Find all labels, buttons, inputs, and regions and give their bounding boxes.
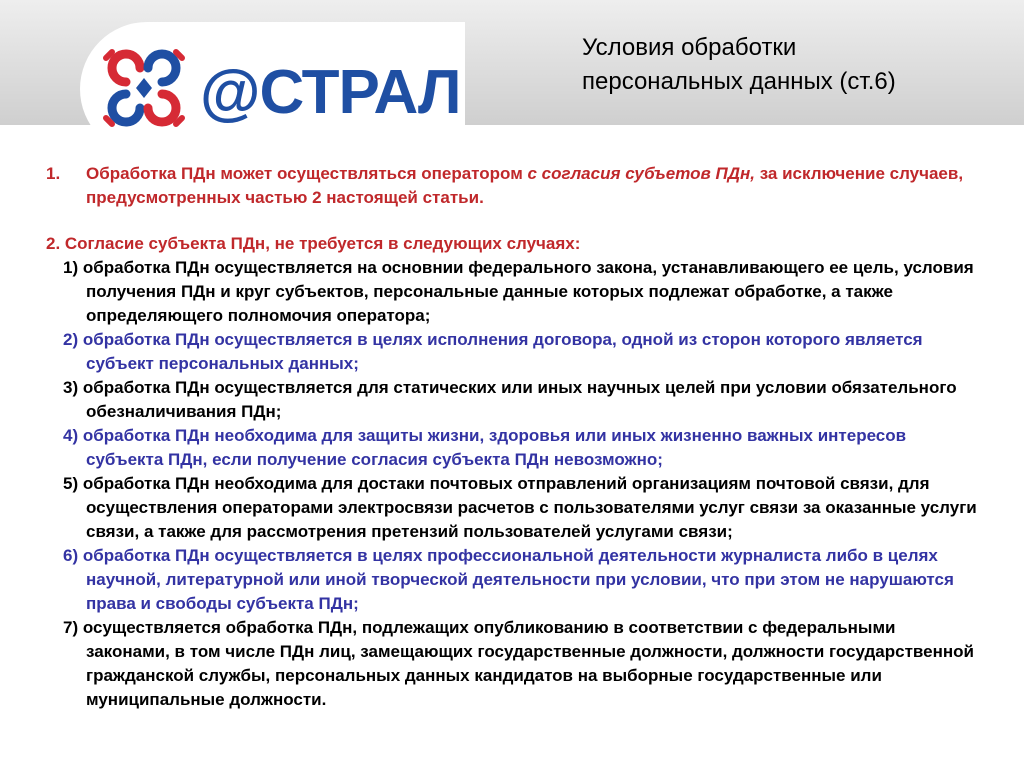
case-6: 6) обработка ПДн осуществляется в целях профессиональной деятельности журналиста либо в целях научной, литературной или иной творческой деятельности при условии, что при этом не нарушаются права и свободы субъекта ПДн; [63, 546, 954, 613]
case-5: 5) обработка ПДн необходима для достаки почтовых отправлений организациям почтовой связи, для осуществления операторами электросвязи расчетов с пользователями услуг связи за оказанные услуги связи, а также для рассмотрения претензий пользователей услугами связи; [63, 474, 977, 541]
logo-wordmark: @СТРАЛ [200, 58, 461, 127]
list-item-1 [0, 162, 1024, 210]
slide-title [582, 31, 1012, 99]
section-2-heading: 2. Согласие субъекта ПДн, не требуется в следующих случаях: [46, 234, 581, 253]
item1-text: Обработка ПДн может осуществляться оператором [86, 164, 528, 183]
slide-title-line1: Условия обработки [582, 34, 797, 61]
case-3: 3) обработка ПДн осуществляется для статических или иных научных целей при условии обязательного обезналичивания ПДн; [63, 378, 957, 421]
case-1: 1) обработка ПДн осуществляется на основнии федерального закона, устанавливающего ее цель, условия получения ПДн и круг субъектов, персональные данные которых подлежат обработке, а также определяющего полномочия оператора; [63, 258, 974, 325]
case-7: 7) осуществляется обработка ПДн, подлежащих опубликованию в соответствии с федеральными законами, в том числе ПДн лиц, замещающих государственные должности, должности государственной гражданской службы, персональных данных кандидатов на выборные государственные или муниципальные должности. [63, 618, 974, 709]
case-2: 2) обработка ПДн осуществляется в целях исполнения договора, одной из сторон которого является субъект персональных данных; [63, 330, 923, 373]
list-item-number: 1. [46, 164, 61, 183]
case-4: 4) обработка ПДн необходима для защиты жизни, здоровья или иных жизненно важных интересов субъекта ПДн, если получение согласия субъекта ПДн невозможно; [63, 426, 907, 469]
slide-title-line2: персональных данных (ст.6) [582, 68, 896, 95]
astral-emblem-icon [96, 38, 192, 138]
spacer [0, 210, 1024, 232]
item1-italic-text: с согласия субъетов ПДн, [527, 164, 755, 183]
item1-text-end: за исключение случаев, предусмотренных частью 2 настоящей статьи. [86, 164, 964, 207]
slide-body [0, 162, 1024, 712]
